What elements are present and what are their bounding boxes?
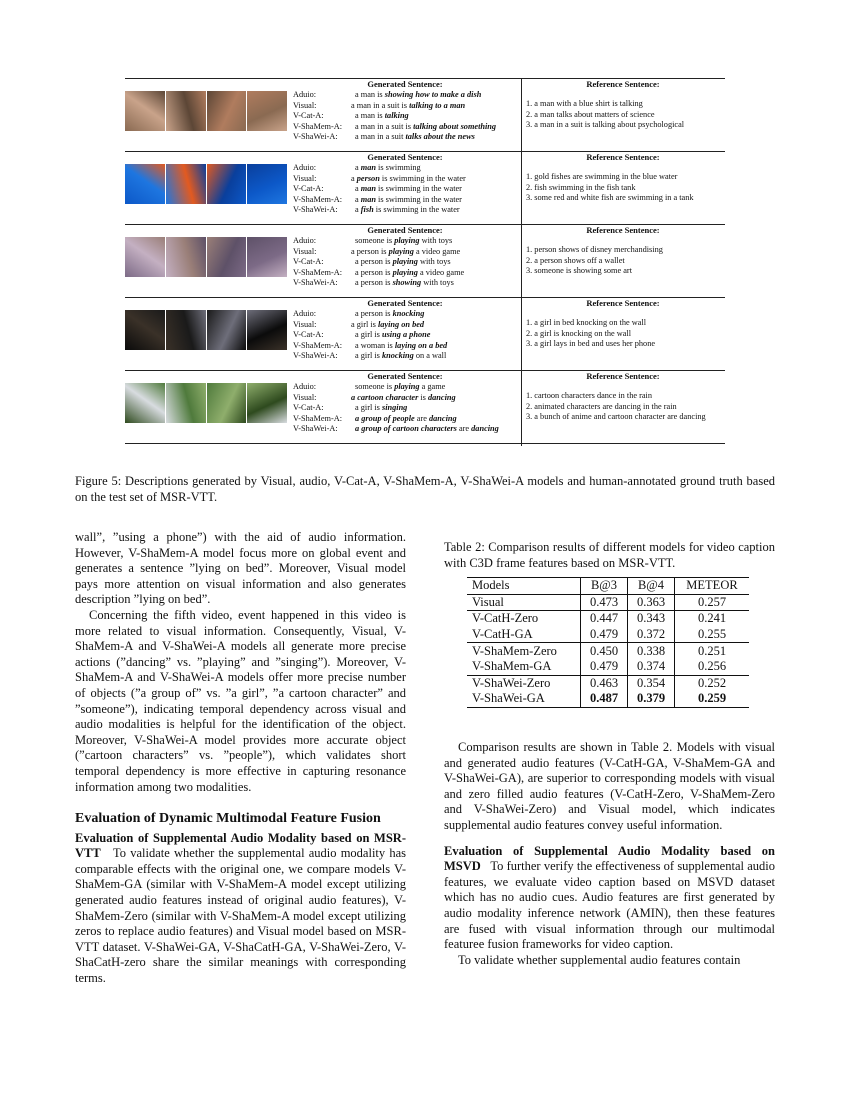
reference-sentence-header: Reference Sentence: [586,79,660,89]
table-cell: 0.372 [628,627,675,643]
table-cell: 0.479 [581,659,628,675]
table-cell: 0.256 [675,659,750,675]
generated-sentence [355,184,462,195]
table-row [467,643,749,659]
highlighted-phrase: playing [394,382,420,391]
right-paragraph-2-head: Evaluation of Supplemental Audio Modality based on MSVD [444,843,775,874]
table-cell: 0.257 [675,594,750,611]
sentence-fragment: a person is [355,278,393,288]
video-frame [125,383,165,423]
video-frame [207,310,247,350]
sentence-fragment: a person is [355,267,393,277]
sentence-fragment: a girl is [355,351,382,361]
video-frame [166,383,206,423]
sentence-fragment: is swimming in the water [375,194,462,204]
table-row [467,594,749,611]
sentence-fragment: a man is [355,111,385,121]
model-label: V-ShaMem-A: [293,267,343,277]
reference-sentences [526,245,723,277]
sentence-fragment: is [418,392,428,402]
video-frame [207,383,247,423]
table-cell: V-ShaMem-Zero [467,643,581,659]
video-frames-strip [125,310,287,350]
reference-sentence: 2. a girl is knocking on the wall [526,328,632,338]
sentence-fragment: a person is [355,309,393,318]
table-cell: 0.338 [628,643,675,659]
table-cell: V-ShaMem-GA [467,659,581,675]
video-frame [247,310,287,350]
generated-sentence [351,174,466,185]
generated-sentence [355,278,454,289]
model-label: V-Cat-A: [293,330,324,340]
highlighted-phrase: showing [392,278,422,288]
figure-divider [521,78,522,446]
highlighted-phrase: talking about something [413,121,497,131]
right-paragraph-3: To validate whether supplemental audio features contain [458,952,741,967]
reference-sentence: 1. person shows of disney merchandising [526,245,663,254]
video-frames-strip [125,237,287,277]
sentence-fragment: is swimming in the water [373,205,460,215]
reference-sentence: 3. some red and white fish are swimming in a tank [526,193,694,203]
sentence-fragment: a man in a suit [355,132,406,142]
generated-sentence [355,90,481,101]
highlighted-phrase: man [360,184,376,194]
video-frame [125,237,165,277]
table-cell: 0.255 [675,627,750,643]
highlighted-phrase: talking [384,111,409,121]
left-column [75,530,406,987]
sentence-fragment: are [456,424,472,434]
highlighted-phrase: knocking [381,351,414,361]
model-label: V-ShaMem-A: [293,413,343,423]
reference-sentence-header: Reference Sentence: [586,298,660,308]
video-frame [247,91,287,131]
highlighted-phrase: playing [394,236,420,245]
model-label: Aduio: [293,309,317,318]
video-frame [125,91,165,131]
sentence-fragment: a [355,163,361,172]
video-frame [166,310,206,350]
left-paragraph-3-body: To validate whether the supplemental audio modality has comparable effects with the original one, we compare models V-ShaMem-GA (similar with V-ShaMem-A model except utilizing generated audio features instead of original audio features), V-ShaMem-Zero (similar with V-ShaMem-A model except utilizing zeros to replace audio features) and Visual model based on MSR-VTT dataset. V-ShaWei-GA, V-ShaCatH-GA, V-ShaWei-Zero, V-ShaCatH-zero share the similar meanings with corresponding terms. [75,846,406,986]
table-row [467,675,749,691]
sentence-fragment: is swimming in the water [379,173,466,183]
sentence-fragment: a [351,173,357,183]
generated-sentence [355,414,457,425]
generated-sentence [355,403,407,414]
right-paragraph-2 [444,844,775,953]
reference-sentences [526,391,723,423]
generated-sentence [351,101,465,112]
highlighted-phrase: a group of cartoon characters [355,424,457,434]
sentence-fragment: a video game [413,246,461,256]
results-table [467,577,749,708]
model-label: V-ShaWei-A: [293,205,338,215]
video-frame [125,310,165,350]
table-header-cell: B@4 [628,578,675,595]
video-frame [166,164,206,204]
model-label: V-ShaWei-A: [293,424,338,434]
model-label: Aduio: [293,382,317,391]
generated-sentence [355,205,460,216]
table-cell: 0.251 [697,643,727,658]
table-header-cell: B@3 [581,578,628,595]
sentence-fragment: a game [419,382,446,391]
reference-sentence: 2. a person shows off a wallet [526,255,625,265]
table-row [467,659,749,675]
highlighted-phrase: playing [388,246,414,256]
model-label: Visual: [293,392,317,402]
video-frame [125,164,165,204]
table-cell: 0.241 [697,611,727,626]
sentence-fragment: a man in a suit is [351,100,410,110]
model-label: V-ShaWei-A: [293,278,338,288]
generated-sentence [355,257,451,268]
section-heading: Evaluation of Dynamic Multimodal Feature Fusion [75,811,381,827]
generated-sentence [355,195,462,206]
table-cell: 0.363 [628,594,675,611]
reference-sentence: 2. a man talks about matters of science [526,109,655,119]
generated-sentences [293,163,521,218]
sentence-fragment: on a wall [413,351,447,361]
reference-sentence-header: Reference Sentence: [586,152,660,162]
reference-sentence: 3. someone is showing some art [526,266,633,276]
generated-sentence [351,320,424,331]
highlighted-phrase: laying on a bed [394,340,448,350]
table-cell: 0.447 [581,611,628,627]
left-paragraph-3-head: Evaluation of Supplemental Audio Modality based on MSR-VTT [75,830,406,861]
table-cell: 0.354 [628,675,675,691]
highlighted-phrase: singing [381,403,408,413]
sentence-fragment: a [355,184,361,194]
generated-sentence [355,330,430,341]
highlighted-phrase: man [360,163,376,172]
reference-sentence-header: Reference Sentence: [586,371,660,381]
generated-sentences [293,382,521,437]
reference-sentence: 1. cartoon characters dance in the rain [526,391,653,400]
table-cell: 0.259 [675,691,750,707]
reference-sentence: 3. a man in a suit is talking about psychological [526,120,685,130]
reference-sentences [526,99,723,131]
sentence-fragment: a girl is [355,403,382,413]
generated-sentence-header: Generated Sentence: [367,79,443,89]
results-table-wrap [467,577,749,708]
highlighted-phrase: person [356,173,380,183]
table-header-cell: METEOR [675,578,750,595]
left-paragraph-2: Concerning the fifth video, event happened in this video is more related to visual information. Consequently, Visual, V-ShaMem-A and V-ShaWei-A models all generate more precise actions (”dancing” vs. ”playing” and ”singing”). Moreover, V-ShaMem-A and V-ShaWei-A models offer more precise number of objects (”a group of” vs. ”a girl”, ”a cartoon character” and ”someone”), indicating temporal dependency across visual and audio modalities is helpful for the identification of the object. Moreover, V-ShaWei-A model provides more accurate object (”cartoon characters” vs. ”people”), which validates short temporal dependency is more effective in capturing resonance information among two modalities. [75,607,406,794]
generated-sentence [355,351,446,362]
sentence-fragment: is swimming in the water [375,184,462,194]
generated-sentence-header: Generated Sentence: [367,152,443,162]
model-label: Aduio: [293,163,317,172]
reference-sentence: 3. a bunch of anime and cartoon character are dancing [526,412,706,422]
sentence-fragment: are [414,413,429,423]
sentence-fragment: a girl is [351,319,378,329]
right-column-text [444,740,775,968]
highlighted-phrase: knocking [392,309,425,318]
generated-sentence [355,341,447,352]
highlighted-phrase: talking to a man [409,100,466,110]
model-label: Visual: [293,246,317,256]
sentence-fragment: a man is [355,90,385,99]
model-label: Visual: [293,100,317,110]
highlighted-phrase: showing how to make a dish [384,90,482,99]
model-label: V-Cat-A: [293,184,324,194]
table-cell: 0.450 [581,643,628,659]
highlighted-phrase: playing [392,267,418,277]
table-cell: V-CatH-GA [467,627,581,643]
sentence-fragment: someone is [355,236,395,245]
table-cell: V-CatH-Zero [467,611,581,627]
sentence-fragment: a person is [351,246,389,256]
highlighted-phrase: a cartoon character [351,392,419,402]
table-cell: 0.374 [628,659,675,675]
generated-sentence [355,309,424,320]
sentence-fragment: is swimming [375,163,421,172]
model-label: V-ShaMem-A: [293,194,343,204]
reference-sentences [526,318,723,350]
highlighted-phrase: using a phone [381,330,431,340]
generated-sentence [355,122,496,133]
model-label: Visual: [293,319,317,329]
figure-5 [125,78,725,446]
model-label: V-Cat-A: [293,111,324,121]
table-row [467,611,749,627]
generated-sentences [293,236,521,291]
video-frame [166,91,206,131]
generated-sentence-header: Generated Sentence: [367,371,443,381]
figure-caption: Figure 5: Descriptions generated by Visual, audio, V-Cat-A, V-ShaMem-A, V-ShaWei-A models and human-annotated ground truth based on the test set of MSR-VTT. [75,474,775,504]
highlighted-phrase: a group of people [355,413,415,423]
table-cell: 0.463 [581,675,628,691]
model-label: Visual: [293,173,317,183]
reference-sentence-header: Reference Sentence: [586,225,660,235]
generated-sentence [355,424,499,435]
table-caption: Table 2: Comparison results of different models for video caption with C3D frame features based on MSR-VTT. [444,540,775,570]
table-cell: 0.343 [628,611,675,627]
highlighted-phrase: playing [392,257,418,267]
video-frame [247,164,287,204]
sentence-fragment: a [355,194,361,204]
table-cell: 0.473 [581,594,628,611]
sentence-fragment: someone is [355,382,395,391]
right-paragraph-2-body: To further verify the effectiveness of supplemental audio features, we evaluate video caption based on MSVD dataset which has no audio cues. Audio features are first generated by audio modality inference network (AMIN), then these features are fused with visual information through our multimodal featuree fusion frameworks for video caption. [444,859,775,952]
table-cell: 0.487 [581,691,628,707]
table-row [467,627,749,643]
table-cell: V-ShaWei-GA [467,691,581,707]
generated-sentence [355,382,445,393]
generated-sentence [351,247,460,258]
video-frame [207,237,247,277]
video-frames-strip [125,164,287,204]
left-paragraph-1: wall”, ”using a phone”) with the aid of audio information. However, V-ShaMem-A model focus more on global event and generates a sentence ”lying on bed”. Moreover, Visual model pays more attention on visual information and also generates description ”lying on bed”. [75,530,406,607]
model-label: V-ShaWei-A: [293,351,338,361]
reference-sentence: 3. a girl lays in bed and uses her phone [526,339,656,349]
highlighted-phrase: dancing [471,424,499,434]
sentence-fragment: a man in a suit is [355,121,414,131]
video-frame [247,237,287,277]
model-label: V-Cat-A: [293,257,324,267]
model-label: Aduio: [293,90,317,99]
table-header-cell: Models [467,578,581,595]
generated-sentence [355,268,464,279]
sentence-fragment: a video game [417,267,465,277]
video-frame [207,164,247,204]
reference-sentence: 1. a girl in bed knocking on the wall [526,318,647,327]
video-frame [207,91,247,131]
highlighted-phrase: man [360,194,376,204]
sentence-fragment: a girl is [355,330,382,340]
table-cell: Visual [467,594,581,611]
sentence-fragment: a person is [355,257,393,267]
table-cell: 0.252 [697,675,727,690]
reference-sentence: 2. animated characters are dancing in the rain [526,401,677,411]
sentence-fragment: a woman is [355,340,395,350]
highlighted-phrase: dancing [428,413,457,423]
model-label: V-ShaMem-A: [293,340,343,350]
generated-sentence [351,393,456,404]
generated-sentences [293,90,521,145]
generated-sentence [355,163,421,174]
right-paragraph-1: Comparison results are shown in Table 2. Models with visual and generated audio features (V-CatH-GA, V-ShaMem-GA and V-ShaWei-GA), are superior to corresponding models with visual and zero filled audio features (V-CatH-Zero, V-ShaMem-Zero and V-ShaWei-Zero) and Visual model, which indicates supplemental audio features convey useful information. [444,740,775,832]
reference-sentence: 1. a man with a blue shirt is talking [526,99,643,108]
model-label: V-ShaMem-A: [293,121,343,131]
highlighted-phrase: dancing [427,392,456,402]
generated-sentence [355,236,452,247]
highlighted-phrase: fish [360,205,374,215]
table-cell: 0.479 [581,627,628,643]
sentence-fragment: with toys [421,278,454,288]
model-label: V-Cat-A: [293,403,324,413]
model-label: V-ShaWei-A: [293,132,338,142]
generated-sentence-header: Generated Sentence: [367,225,443,235]
highlighted-phrase: talks about the news [405,132,475,142]
table-cell: V-ShaWei-Zero [467,675,581,691]
sentence-fragment: with toys [417,257,451,267]
video-frames-strip [125,91,287,131]
left-paragraph-3 [75,831,406,987]
video-frame [166,237,206,277]
sentence-fragment: a [355,205,361,215]
table-row [467,691,749,707]
figure-row-separator [125,443,725,444]
reference-sentence: 2. fish swimming in the fish tank [526,182,636,192]
generated-sentence [355,111,409,122]
table-header-row [467,578,749,595]
video-frames-strip [125,383,287,423]
table-cell: 0.379 [628,691,675,707]
sentence-fragment: with toys [419,236,453,245]
highlighted-phrase: laying on bed [377,319,425,329]
generated-sentences [293,309,521,364]
reference-sentence: 1. gold fishes are swimming in the blue water [526,172,678,181]
reference-sentences [526,172,723,204]
video-frame [247,383,287,423]
generated-sentence-header: Generated Sentence: [367,298,443,308]
generated-sentence [355,132,475,143]
model-label: Aduio: [293,236,317,245]
